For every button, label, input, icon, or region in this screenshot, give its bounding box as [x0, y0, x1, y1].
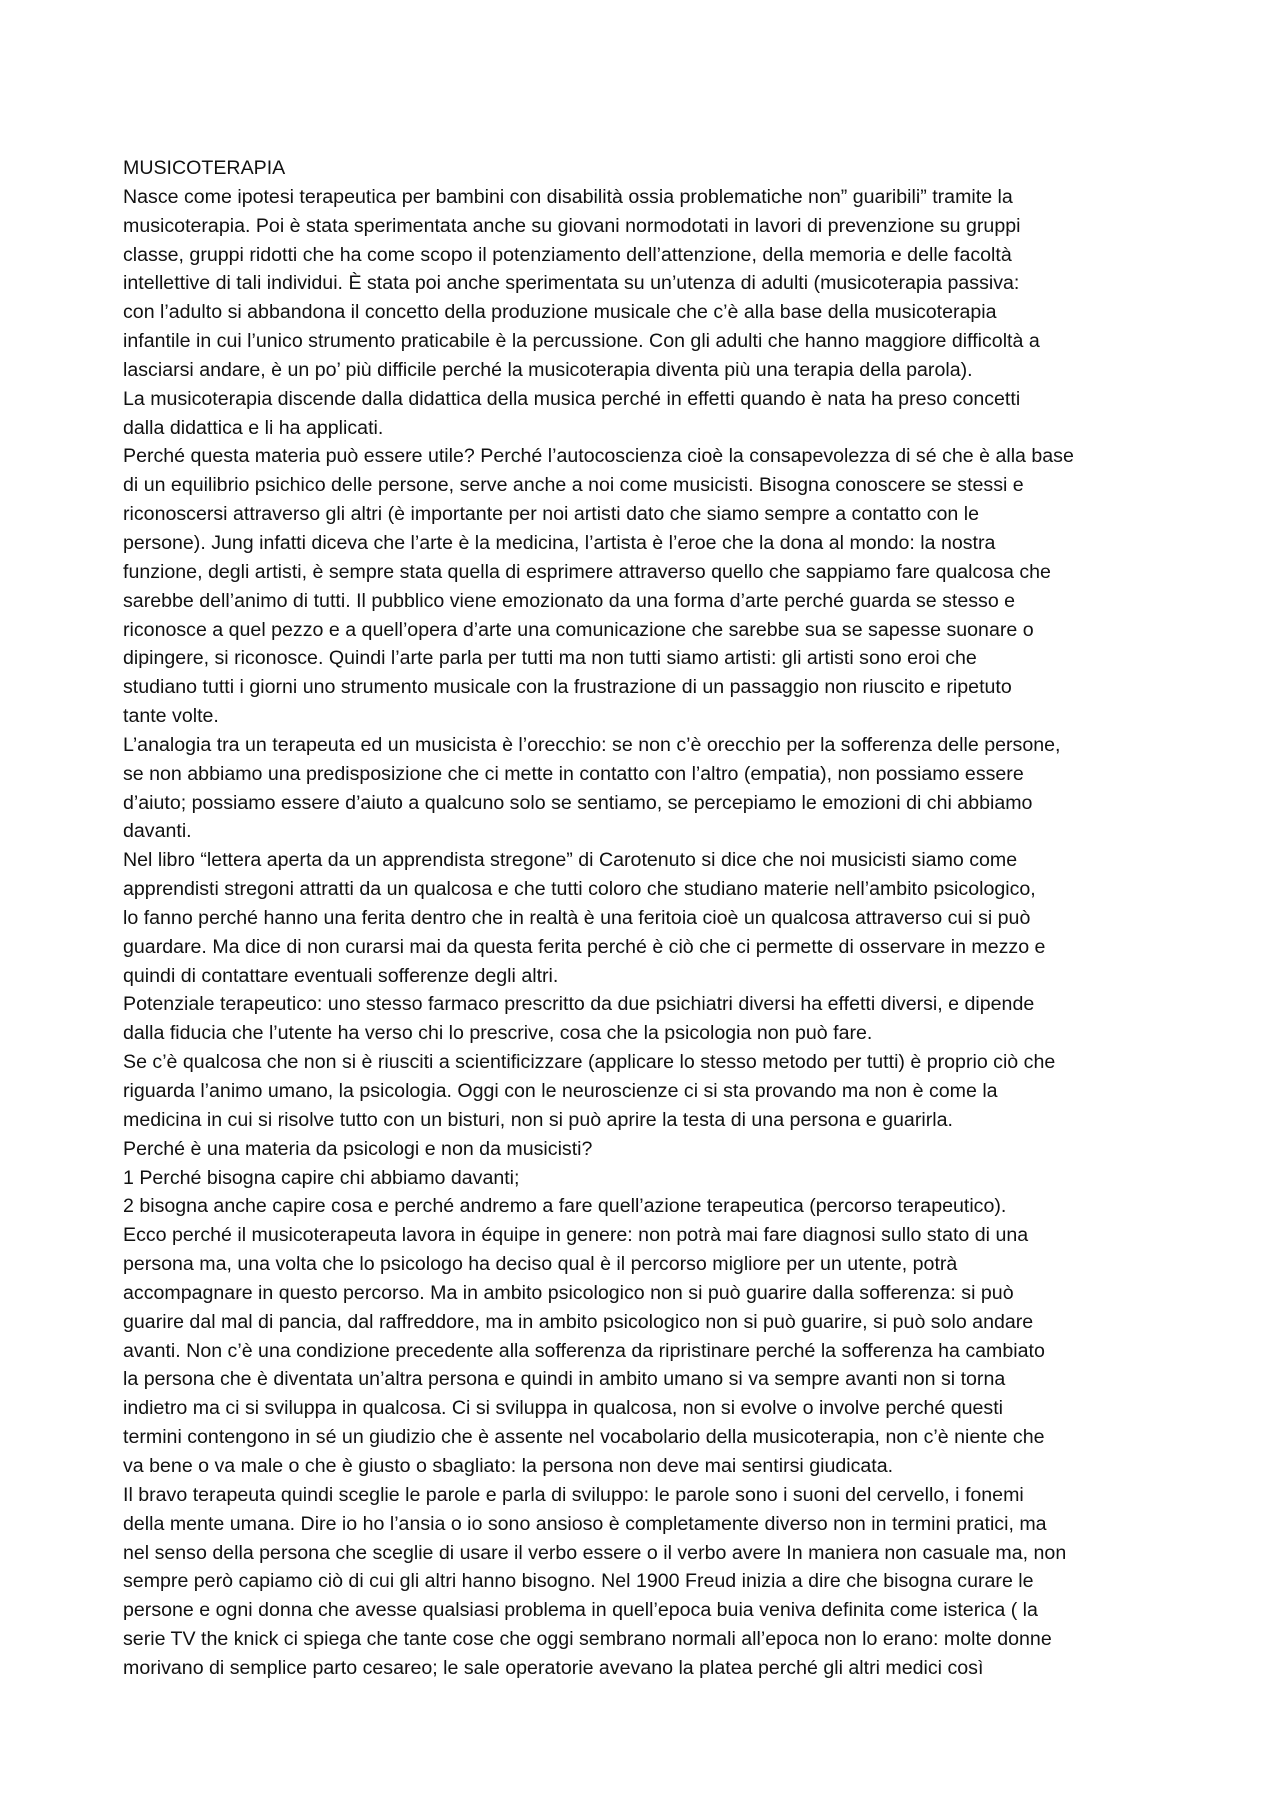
text-line: persone). Jung infatti diceva che l’arte è la medicina, l’artista è l’eroe che la dona al mondo: la nostra [123, 531, 996, 554]
text-line: termini contengono in sé un giudizio che è assente nel vocabolario della musicoterapia, non c’è niente che [123, 1426, 1045, 1449]
text-line: Perché questa materia può essere utile? Perché l’autocoscienza cioè la consapevolezza di sé che è alla base [123, 445, 1074, 468]
text-line: guardare. Ma dice di non curarsi mai da questa ferita perché è ciò che ci permette di osservare in mezzo e [123, 935, 1046, 958]
text-line: quindi di contattare eventuali sofferenze degli altri. [123, 964, 559, 987]
text-line: Il bravo terapeuta quindi sceglie le parole e parla di sviluppo: le parole sono i suoni del cervello, i fonemi [123, 1483, 1024, 1506]
text-line: riconoscersi attraverso gli altri (è importante per noi artisti dato che siamo sempre a contatto con le [123, 503, 979, 526]
text-line: persone e ogni donna che avesse qualsiasi problema in quell’epoca buia veniva definita come isterica ( la [123, 1599, 1038, 1622]
text-line: riguarda l’animo umano, la psicologia. Oggi con le neuroscienze ci si sta provando ma non è come la [123, 1080, 998, 1102]
text-line: avanti. Non c’è una condizione precedente alla sofferenza da ripristinare perché la sofferenza ha cambiato [123, 1339, 1045, 1362]
text-line: morivano di semplice parto cesareo; le sale operatorie avevano la platea perché gli altri medici così [123, 1656, 984, 1679]
text-line: musicoterapia. Poi è stata sperimentata anche su giovani normodotati in lavori di prevenzione su gruppi [123, 214, 1021, 237]
text-line: della mente umana. Dire io ho l’ansia o io sono ansioso è completamente diverso non in termini pratici, ma [123, 1512, 1047, 1535]
text-line: apprendisti stregoni attratti da un qualcosa e che tutti coloro che studiano materie nell’ambito psicologico, [123, 878, 1036, 901]
text-line: infantile in cui l’unico strumento praticabile è la percussione. Con gli adulti che hanno maggiore difficoltà a [123, 330, 1040, 353]
text-line: dipingere, si riconosce. Quindi l’arte parla per tutti ma non tutti siamo artisti: gli artisti sono eroi che [123, 647, 977, 670]
text-line: Potenziale terapeutico: uno stesso farmaco prescritto da due psichiatri diversi ha effetti diversi, e dipende [123, 993, 1035, 1016]
text-line: 1 Perché bisogna capire chi abbiamo davanti; [123, 1166, 520, 1189]
text-line: d’aiuto; possiamo essere d’aiuto a qualcuno solo se sentiamo, se percepiamo le emozioni di chi abbiamo [123, 791, 1033, 814]
text-line: guarire dal mal di pancia, dal raffreddore, ma in ambito psicologico non si può guarire, si può solo andare [123, 1310, 1034, 1333]
text-line: serie TV the knick ci spiega che tante cose che oggi sembrano normali all’epoca non lo erano: molte donne [123, 1628, 1052, 1651]
text-line: di un equilibrio psichico delle persone, serve anche a noi come musicisti. Bisogna conoscere se stessi e [123, 474, 1024, 497]
text-line: indietro ma ci si sviluppa in qualcosa. Ci si sviluppa in qualcosa, non si evolve o involve perché questi [123, 1397, 1004, 1420]
text-line: studiano tutti i giorni uno strumento musicale con la frustrazione di un passaggio non riuscito e ripetuto [123, 676, 1012, 699]
text-line: 2 bisogna anche capire cosa e perché andremo a fare quell’azione terapeutica (percorso terapeutico). [123, 1195, 1007, 1218]
text-line: sempre però capiamo ciò di cui gli altri hanno bisogno. Nel 1900 Freud inizia a dire che bisogna curare le [123, 1570, 1034, 1593]
text-line: persona ma, una volta che lo psicologo ha deciso qual è il percorso migliore per un utente, potrà [123, 1253, 958, 1276]
text-line: classe, gruppi ridotti che ha come scopo il potenziamento dell’attenzione, della memoria e delle facoltà [123, 243, 1012, 266]
text-line: va bene o va male o che è giusto o sbagliato: la persona non deve mai sentirsi giudicata. [123, 1454, 894, 1477]
text-line: L’analogia tra un terapeuta ed un musicista è l’orecchio: se non c’è orecchio per la sofferenza delle persone, [123, 733, 1061, 756]
text-line: Se c’è qualcosa che non si è riusciti a scientificizzare (applicare lo stesso metodo per tutti) è proprio ciò che [123, 1051, 1056, 1074]
text-line: se non abbiamo una predisposizione che ci mette in contatto con l’altro (empatia), non possiamo essere [123, 762, 1024, 785]
text-line: Ecco perché il musicoterapeuta lavora in équipe in genere: non potrà mai fare diagnosi sullo stato di una [123, 1224, 1029, 1247]
text-line: medicina in cui si risolve tutto con un bisturi, non si può aprire la testa di una persona e guarirla. [123, 1108, 953, 1131]
text-line: accompagnare in questo percorso. Ma in ambito psicologico non si può guarire dalla sofferenza: si può [123, 1281, 1014, 1304]
text-line: riconosce a quel pezzo e a quell’opera d’arte una comunicazione che sarebbe sua se sapesse suonare o [123, 618, 1034, 641]
text-line: lasciarsi andare, è un po’ più difficile perché la musicoterapia diventa più una terapia della parola). [123, 358, 973, 381]
text-line: con l’adulto si abbandona il concetto della produzione musicale che c’è alla base della musicoterapia [123, 301, 997, 324]
text-line: sarebbe dell’animo di tutti. Il pubblico viene emozionato da una forma d’arte perché guarda se stesso e [123, 589, 1016, 612]
text-line: Nel libro “lettera aperta da un apprendista stregone” di Carotenuto si dice che noi musicisti siamo come [123, 849, 1018, 872]
text-line: Nasce come ipotesi terapeutica per bambini con disabilità ossia problematiche non” guaribili” tramite la [123, 185, 1013, 208]
document-page [123, 154, 1173, 1683]
text-line: lo fanno perché hanno una ferita dentro che in realtà è una feritoia cioè un qualcosa attraverso cui si può [123, 906, 1031, 929]
document-body [123, 183, 1173, 1683]
text-line: intellettive di tali individui. È stata poi anche sperimentata su un’utenza di adulti (musicoterapia passiva: [123, 272, 1020, 295]
text-line: tante volte. [123, 705, 219, 728]
text-line: davanti. [123, 820, 192, 843]
text-line: funzione, degli artisti, è sempre stata quella di esprimere attraverso quello che sappiamo fare qualcosa che [123, 560, 1051, 583]
text-line: La musicoterapia discende dalla didattica della musica perché in effetti quando è nata ha preso concetti [123, 387, 1021, 410]
document-title: MUSICOTERAPIA [123, 157, 286, 179]
text-line: nel senso della persona che sceglie di usare il verbo essere o il verbo avere In maniera non casuale ma, non [123, 1541, 1067, 1564]
text-line: dalla fiducia che l’utente ha verso chi lo prescrive, cosa che la psicologia non può fare. [123, 1022, 873, 1045]
text-line: Perché è una materia da psicologi e non da musicisti? [123, 1137, 593, 1160]
text-line: la persona che è diventata un’altra persona e quindi in ambito umano si va sempre avanti non si torna [123, 1368, 1006, 1391]
text-line: dalla didattica e li ha applicati. [123, 416, 384, 439]
